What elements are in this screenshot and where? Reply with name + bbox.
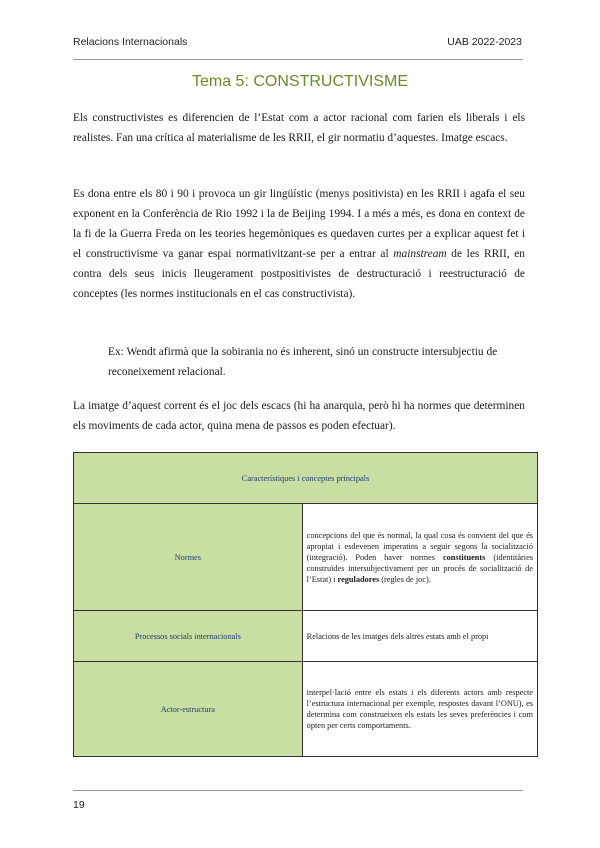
- header-course-title: Relacions Internacionals: [73, 36, 188, 48]
- table-row-value: [302, 504, 537, 611]
- table-row-value-part-a: concepcions del que és normal, la qual cosa és convient del que és apropiat i esdevenen imperatins a seguir segons la socialització (integració). Poden haver normes: [306, 530, 533, 562]
- paragraph-example: Ex: Wendt afirmà que la sobirania no és inherent, sinó un constructe intersubjectiu de reconeixement relacional.: [108, 346, 498, 378]
- paragraph-chess-image: La imatge d’aquest corrent és el joc dels escacs (hi ha anarquia, però hi ha normes que determinen els moviments de cada actor, quina mena de passos es poden efectuar).: [73, 400, 525, 432]
- paragraph-intro: Els constructivistes es diferencien de l’Estat com a actor racional com farien els liberals i els realistes. Fan una crítica al materialisme de les RRII, el gir normatiu d’aquestes. Imatge escacs.: [73, 112, 525, 144]
- table-row-value-bold-regulators: reguladores: [337, 574, 380, 584]
- footer-divider: [73, 790, 523, 791]
- table-header-row: [74, 453, 538, 504]
- paragraph-context-part-b: de les RRII, en contra dels seus inicis lleugerament postpositivistes de destructuració i reestructuració de conceptes (les normes institucionals en el cas constructivista).: [73, 248, 525, 300]
- table-row-label: Normes: [74, 504, 303, 611]
- table-row: [74, 662, 538, 757]
- table-row: [74, 611, 538, 662]
- paragraph-context-emphasis: mainstream: [393, 248, 447, 260]
- paragraph-context-part-a: Es dona entre els 80 i 90 i provoca un gir lingüístic (menys positivista) en les RRII i agafa el seu exponent en la Conferència de Rio 1992 i la de Beijing 1994. I a més a més, es dona en context de la fi de la Guerra Freda on les teories hegemòniques es quedaven curtes per a explicar aquest fet i el constructivisme va ganar espai normativitzant-se per a entrar al: [73, 188, 525, 260]
- table-row-label: Processos socials internacionals: [74, 611, 303, 662]
- paragraph-context: [73, 184, 525, 304]
- table-row-value-part-b: (identitàries construïdes intersubjectivament per un procés de socialització de l’Estat) i: [306, 552, 533, 584]
- concepts-table: [73, 452, 538, 757]
- table-row-value-bold-constituents: constituents: [442, 552, 486, 562]
- page-title: Tema 5: CONSTRUCTIVISME: [191, 73, 409, 90]
- header-divider: [73, 59, 523, 60]
- table-header-cell: Característiques i conceptes principals: [74, 453, 538, 504]
- table-row-value: Relacions de les imatges dels altres estats amb el propi: [302, 611, 537, 662]
- table-row-value-part-c: (regles de joc).: [379, 574, 431, 584]
- table-row: [74, 504, 538, 611]
- table-row-label: Actor-estructura: [74, 662, 303, 757]
- header-academic-year: UAB 2022-2023: [447, 36, 522, 48]
- table-row-value: interpel·lació entre els estats i els diferents actors amb respecte l’estructura internacional per exemple, respostes davant l’ONU), es determina com construeixen els estats les seves preferències i com opten per certs comportaments.: [302, 662, 537, 757]
- page-number: 19: [73, 799, 85, 811]
